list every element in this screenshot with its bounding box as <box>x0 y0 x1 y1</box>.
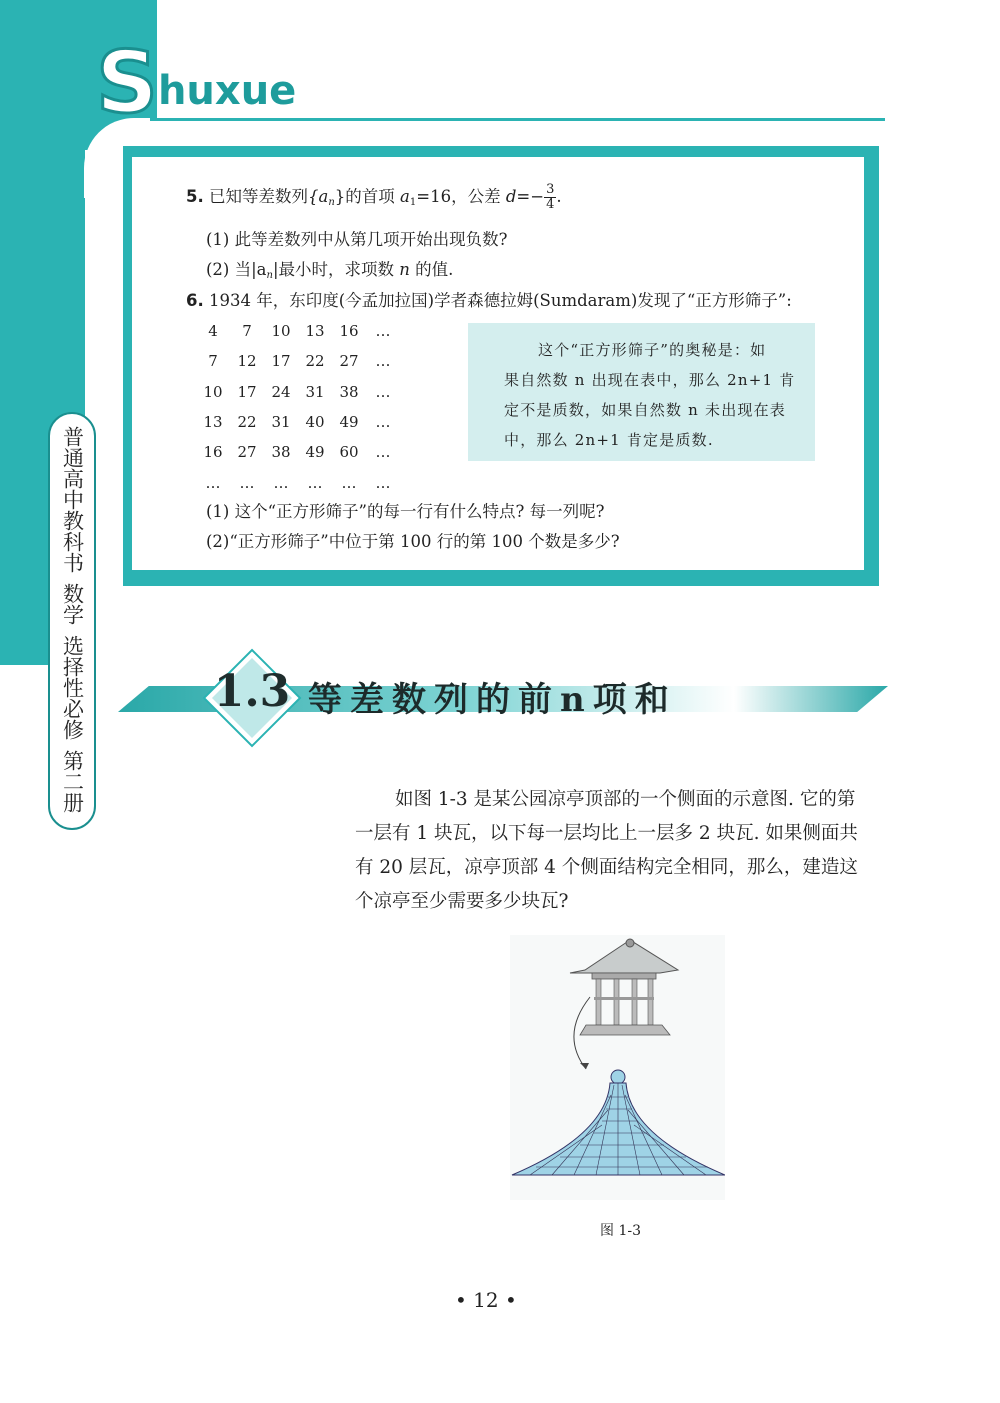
table-cell: … <box>205 473 221 492</box>
spine-char: 科 <box>60 531 85 552</box>
table-row <box>196 346 400 376</box>
sieve-note-box <box>468 323 815 461</box>
table-cell: 27 <box>339 352 359 371</box>
spine-char: 修 <box>60 719 85 740</box>
table-cell: 60 <box>339 443 359 462</box>
header-rule <box>150 118 885 121</box>
table-cell: 49 <box>339 413 359 432</box>
exercise-5-q2: (2) 当$|a_n|$最小时，求项数 n 的值. <box>206 260 454 281</box>
note-line: 这个“正方形筛子”的奥秘是：如 <box>538 341 767 359</box>
exercise-6-stem: 6. 1934 年，东印度(今孟加拉国)学者森德拉姆(Sumdaram)发现了“正方形筛子”: <box>186 291 792 310</box>
table-cell: 40 <box>305 413 325 432</box>
spine-char: 二 <box>60 771 85 792</box>
spine-char: 书 <box>60 552 85 573</box>
spine-char: 数 <box>60 583 85 604</box>
table-cell: 24 <box>271 382 291 401</box>
table-cell: … <box>307 473 323 492</box>
table-cell: … <box>239 473 255 492</box>
spine-char: 必 <box>60 698 85 719</box>
table-cell: 16 <box>203 443 223 462</box>
table-cell: 13 <box>305 322 325 341</box>
exercise-5-stem: 5. 已知等差数列$\{a_n\}$的首项 $a_1=16$，公差 d=− $\frac{3}{4}$ . <box>186 182 562 212</box>
paragraph-line: 如图 1-3 是某公园凉亭顶部的一个侧面的示意图. 它的第 <box>395 789 856 810</box>
table-cell: 13 <box>203 413 223 432</box>
table-row <box>196 316 400 346</box>
figure-caption: 图 1-3 <box>600 1223 641 1239</box>
paragraph-line: 个凉亭至少需要多少块瓦? <box>355 891 569 912</box>
table-cell: … <box>375 443 391 462</box>
square-sieve-table <box>196 316 400 498</box>
spine-char: 普 <box>60 426 85 447</box>
exercise-6-q1: (1) 这个“正方形筛子”的每一行有什么特点? 每一列呢? <box>206 502 605 521</box>
spine-char: 高 <box>60 468 85 489</box>
table-cell: 12 <box>237 352 257 371</box>
spine-char: 中 <box>60 489 85 510</box>
table-cell: 22 <box>305 352 325 371</box>
paragraph-line: 有 20 层瓦，凉亭顶部 4 个侧面结构完全相同，那么，建造这 <box>355 857 858 878</box>
note-line: 果自然数 n 出现在表中，那么 2n+1 肯 <box>504 371 796 389</box>
table-row <box>196 377 400 407</box>
table-cell: 4 <box>208 322 218 341</box>
paragraph-line: 一层有 1 块瓦，以下每一层均比上一层多 2 块瓦. 如果侧面共 <box>355 823 858 844</box>
table-cell: 49 <box>305 443 325 462</box>
exercise-6-q2: (2)“正方形筛子”中位于第 100 行的第 100 个数是多少? <box>206 532 620 551</box>
table-cell: 10 <box>203 382 223 401</box>
table-cell: … <box>375 413 391 432</box>
table-cell: 31 <box>305 382 325 401</box>
spine-char: 册 <box>60 792 85 813</box>
table-row <box>196 437 400 467</box>
table-cell: … <box>375 322 391 341</box>
spine-char: 性 <box>60 677 85 698</box>
table-cell: … <box>341 473 357 492</box>
spine-char: 第 <box>60 750 85 771</box>
spine-char: 学 <box>60 604 85 625</box>
table-cell: … <box>375 352 391 371</box>
section-number: 1.3 <box>213 666 291 717</box>
table-cell: 16 <box>339 322 359 341</box>
spine-char: 通 <box>60 447 85 468</box>
spine-char: 择 <box>60 656 85 677</box>
table-cell: 38 <box>339 382 359 401</box>
spine-char: 选 <box>60 635 85 656</box>
fraction: $\frac{3}{4}$ <box>546 182 555 212</box>
page-number: • 12 • <box>455 1288 517 1312</box>
table-cell: 31 <box>271 413 291 432</box>
table-cell: 27 <box>237 443 257 462</box>
table-cell: 38 <box>271 443 291 462</box>
table-cell: 7 <box>242 322 252 341</box>
book-spine-label <box>48 412 96 830</box>
section-title: 等差数列的前n项和 <box>308 680 677 720</box>
table-cell: 17 <box>237 382 257 401</box>
table-cell: 17 <box>271 352 291 371</box>
note-line: 定不是质数，如果自然数 n 未出现在表 <box>504 401 786 419</box>
section-heading <box>118 648 888 748</box>
shuxue-logo: Shuxue <box>96 33 297 133</box>
exercise-5-q1: (1) 此等差数列中从第几项开始出现负数? <box>206 230 508 249</box>
table-cell: 10 <box>271 322 291 341</box>
table-row <box>196 467 400 497</box>
table-cell: 22 <box>237 413 257 432</box>
pavilion-roof-figure <box>510 935 725 1200</box>
table-cell: … <box>375 382 391 401</box>
table-row <box>196 407 400 437</box>
spine-char: 教 <box>60 510 85 531</box>
note-line: 中，那么 2n+1 肯定是质数. <box>504 431 714 449</box>
table-cell: … <box>273 473 289 492</box>
table-cell: … <box>375 473 391 492</box>
table-cell: 7 <box>208 352 218 371</box>
